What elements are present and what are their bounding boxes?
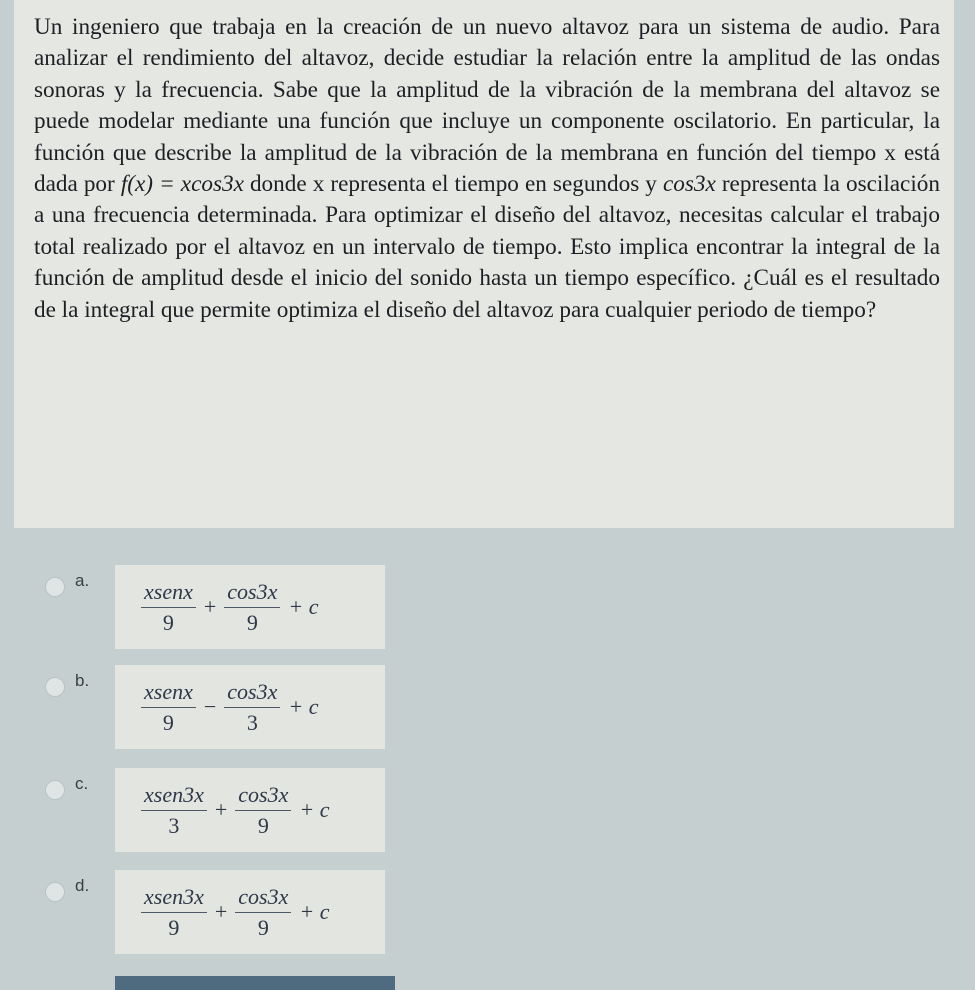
constant: + c — [299, 899, 330, 924]
radio-button[interactable] — [45, 882, 65, 902]
denominator: 9 — [162, 609, 174, 635]
operator: + — [214, 899, 228, 924]
fraction — [224, 679, 280, 736]
fraction — [235, 884, 291, 941]
denominator: 3 — [168, 812, 180, 838]
question-part: representa la oscilación a una frecuencia determinada. Para optimizar el diseño del altavoz, necesitas calcular el trabajo total realizado por el altavoz en un intervalo de tiempo. Esto implica encontrar la integral de la función de amplitud desde el inicio del sonido hasta un tiempo específico. ¿Cuál es el resultado de la integral que permite optimiza el diseño del altavoz para cualquier periodo de tiempo? — [34, 171, 940, 323]
option-letter: b. — [75, 671, 90, 690]
denominator: 9 — [257, 812, 269, 838]
cos-term: cos3x — [662, 171, 716, 198]
numerator: cos3x — [235, 884, 291, 913]
question-box — [14, 0, 954, 528]
constant: + c — [288, 694, 319, 719]
option-letter: d. — [75, 876, 90, 895]
denominator: 3 — [246, 709, 258, 735]
numerator: cos3x — [224, 679, 280, 708]
denominator: 9 — [162, 709, 174, 735]
numerator: cos3x — [235, 782, 291, 811]
question-part: Un ingeniero que trabaja en la creación de un nuevo altavoz para un sistema de audio. Para analizar el rendimiento del altavoz, decide estudiar la relación entre la amplitud de las ondas sonoras y la frecuencia. Sabe que la amplitud de la vibración de la membrana del altavoz se puede modelar mediante una función que incluye un componente oscilatorio. En particular, la función que describe la amplitud de la vibración de la membrana en función del tiempo x está dada por — [34, 14, 940, 198]
constant: + c — [288, 594, 319, 619]
numerator: xsenx — [141, 679, 196, 708]
denominator: 9 — [246, 609, 258, 635]
numerator: xsenx — [141, 579, 196, 608]
option-formula[interactable] — [115, 768, 385, 852]
denominator: 9 — [257, 914, 269, 940]
numerator: cos3x — [224, 579, 280, 608]
option-formula[interactable] — [115, 565, 385, 649]
numerator: xsen3x — [141, 884, 207, 913]
answer-option-b[interactable] — [45, 665, 405, 755]
numerator: xsen3x — [141, 782, 207, 811]
fraction — [141, 884, 207, 941]
operator: + — [214, 797, 228, 822]
operator: + — [203, 594, 217, 619]
radio-button[interactable] — [45, 780, 65, 800]
question-part: donde x representa el tiempo en segundos y — [243, 171, 663, 198]
constant: + c — [299, 797, 330, 822]
option-formula[interactable] — [115, 665, 385, 749]
fraction — [224, 579, 280, 636]
radio-button[interactable] — [45, 577, 65, 597]
option-formula[interactable] — [115, 870, 385, 954]
fraction — [235, 782, 291, 839]
option-letter: c. — [75, 774, 89, 793]
question-text — [34, 12, 940, 326]
operator: − — [203, 694, 217, 719]
fraction — [141, 579, 196, 636]
option-letter: a. — [75, 571, 90, 590]
answer-option-d[interactable] — [45, 870, 405, 960]
radio-button[interactable] — [45, 677, 65, 697]
function-formula: f(x) = xcos3x — [120, 171, 244, 198]
denominator: 9 — [168, 914, 180, 940]
fraction — [141, 679, 196, 736]
answer-option-a[interactable] — [45, 565, 405, 655]
answer-option-c[interactable] — [45, 768, 405, 858]
fraction — [141, 782, 207, 839]
